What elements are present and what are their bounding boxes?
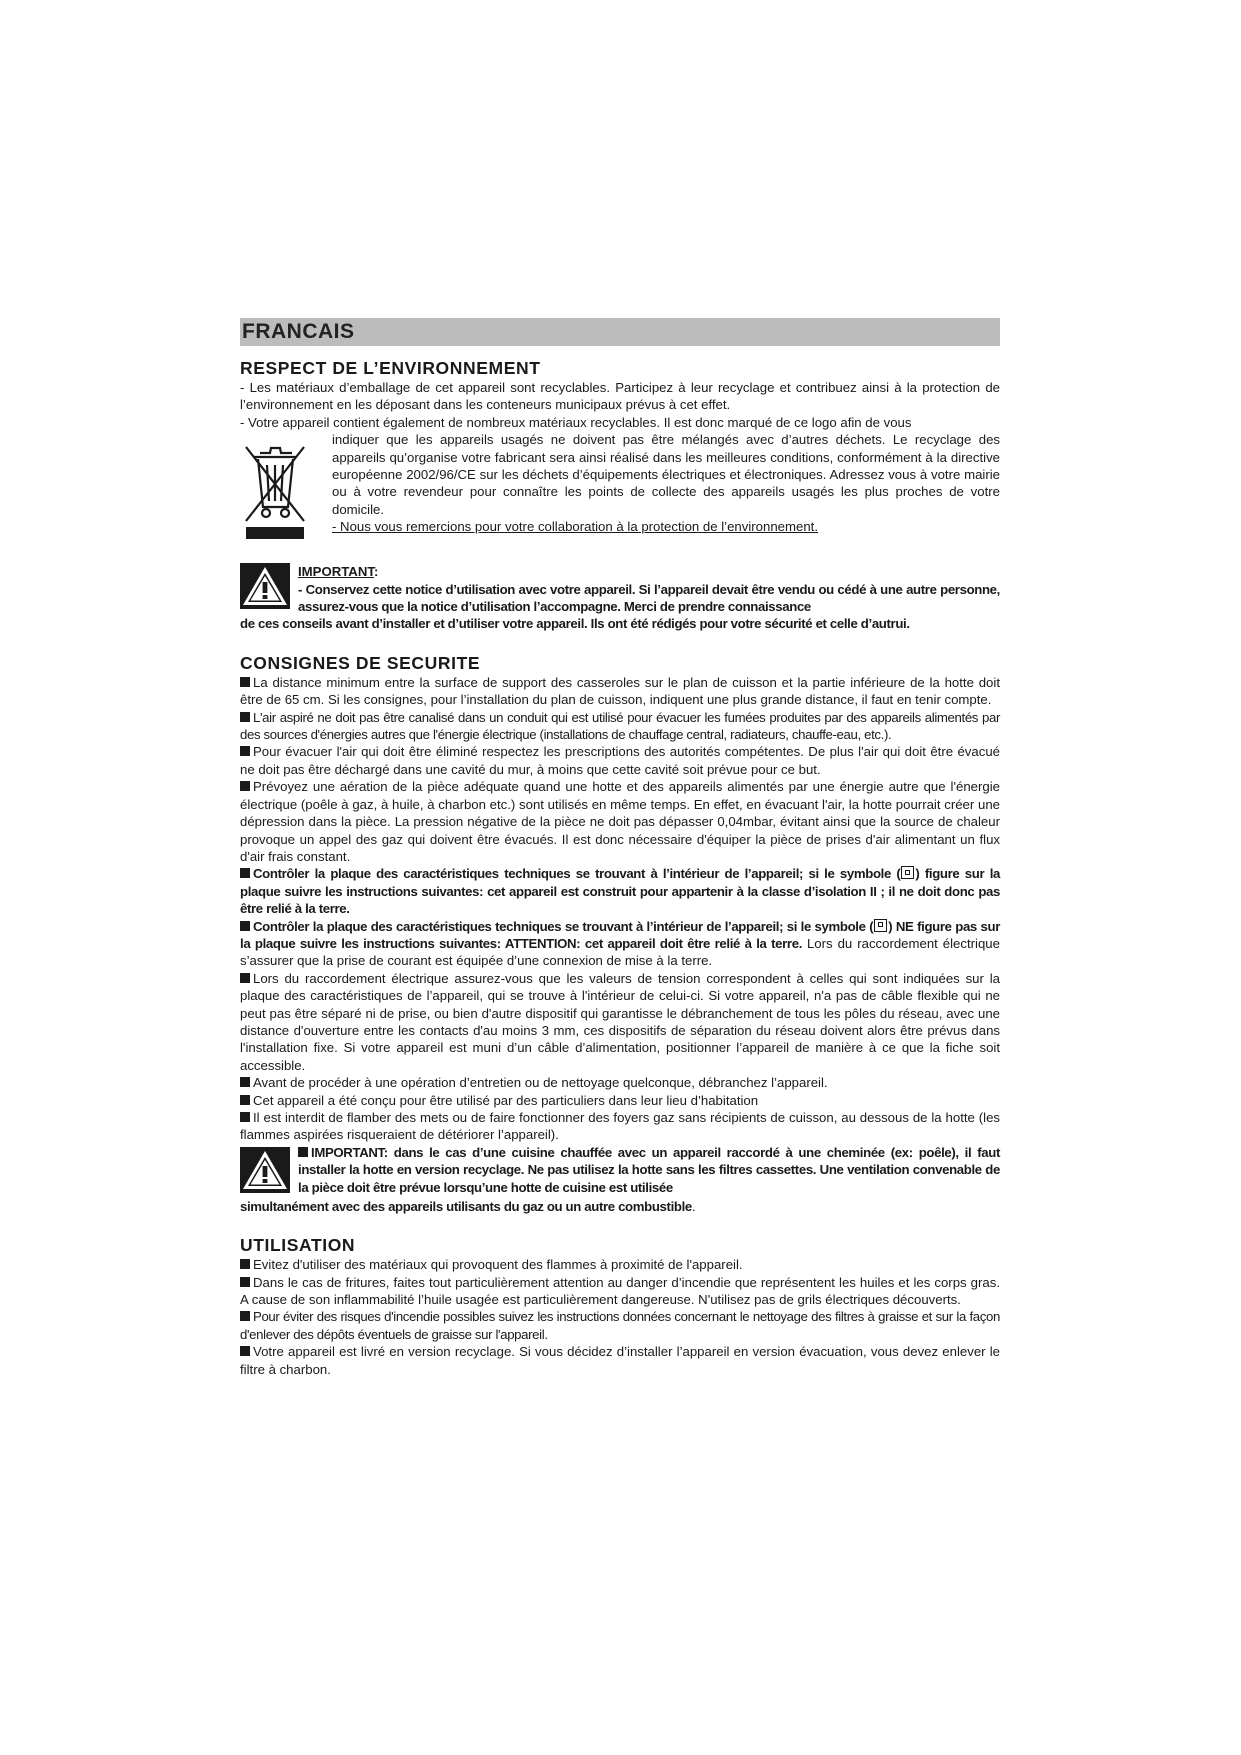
environment-title: RESPECT DE L’ENVIRONNEMENT bbox=[240, 358, 541, 378]
usage-item-1: Evitez d'utiliser des matériaux qui provoquent des flammes à proximité de l'appareil. bbox=[240, 1256, 1000, 1273]
env-paragraph-2-body: indiquer que les appareils usagés ne doivent pas être mélangés avec d’autres déchets. Le recyclage des appareils qu’organise votre fabricant sera ainsi réalisé dans les meilleures conditions, conformément à la directive européenne 2002/96/CE sur les déchets d’équipements électriques et électroniques. Adressez vous à votre mairie ou à votre revendeur pour connaître les points de collecte des appareils usagés les plus proches de votre domicile. bbox=[332, 432, 1000, 517]
bullet-square-icon bbox=[240, 921, 250, 931]
class-ii-symbol-icon bbox=[901, 866, 914, 879]
bullet-square-icon bbox=[240, 1277, 250, 1287]
bullet-square-icon bbox=[298, 1147, 308, 1157]
bullet-square-icon bbox=[240, 781, 250, 791]
important-text-a: - Conservez cette notice d’utilisation avec votre appareil. Si l’appareil devait être vendu ou cédé à une autre personne, assurez-vous que la notice d’utilisation l’accompagne. Merci de prendre connaissance bbox=[298, 581, 1000, 615]
safety-title: CONSIGNES DE SECURITE bbox=[240, 652, 481, 673]
manual-page bbox=[240, 318, 1000, 1378]
usage-item-2: Dans le cas de fritures, faites tout particulièrement attention au danger d’incendie que représentent les huiles et les corps gras. A cause de son inflammabilité l’huile usagée est particulièrement dangereuse. N'utilisez pas de grils électriques découverts. bbox=[240, 1274, 1000, 1308]
safety-item-8: Avant de procéder à une opération d’entretien ou de nettoyage quelconque, débranchez l’appareil. bbox=[240, 1074, 1000, 1091]
warning-triangle-icon bbox=[240, 1144, 290, 1198]
important2-text-a: IMPORTANT: dans le cas d’une cuisine chauffée avec un appareil raccordé à une cheminée (ex: poêle), il faut installer la hotte en version recyclage. Ne pas utilisez la hotte sans les filtres cassettes. Une ventilation convenable de la pièce doit être prévue lorsqu’une hotte de cuisine est utilisée bbox=[298, 1144, 1000, 1195]
safety-item-2: L'air aspiré ne doit pas être canalisé dans un conduit qui est utilisé pour évacuer les fumées produites par des appareils alimentés par des sources d'énergies autres que l'énergie électrique (installations de chauffage central, radiateurs, chauffe-eau, etc.). bbox=[240, 709, 1000, 743]
bullet-square-icon bbox=[240, 1311, 250, 1321]
language-header: FRANCAIS bbox=[240, 318, 1000, 346]
bullet-square-icon bbox=[240, 973, 250, 983]
bullet-square-icon bbox=[240, 868, 250, 878]
class-ii-symbol-icon bbox=[874, 919, 887, 932]
env-logo-block bbox=[240, 431, 1000, 546]
important-block-2: IMPORTANT: dans le cas d’une cuisine chauffée avec un appareil raccordé à une cheminée (ex: poêle), il faut installer la hotte en version recyclage. Ne pas utilisez la hotte sans les filtres cassettes. Une ventilation convenable de la pièce doit être prévue lorsqu’une hotte de cuisine est utilisée simultanément avec des appareils utilisants du gaz ou un autre combustible. bbox=[240, 1144, 1000, 1214]
usage-item-4: Votre appareil est livré en version recyclage. Si vous décidez d’installer l’appareil en version évacuation, vous devez enlever le filtre à charbon. bbox=[240, 1344, 1000, 1377]
env-thanks: - Nous vous remercions pour votre collaboration à la protection de l’environnement. bbox=[332, 519, 818, 535]
important2-text-b: simultanément avec des appareils utilisants du gaz ou un autre combustible bbox=[240, 1198, 692, 1214]
safety-item-5: Contrôler la plaque des caractéristiques techniques se trouvant à l’intérieur de l’appareil; si le symbole ( ) figure sur la plaque suivre les instructions suivantes: cet appareil est construit pour appartenir à la classe d’isolation II ; il ne doit donc pas être relié à la terre. bbox=[240, 866, 1000, 917]
env-paragraph-2-intro: - Votre appareil contient également de nombreux matériaux recyclables. Il est donc marqué de ce logo afin de vous bbox=[240, 414, 912, 430]
bullet-square-icon bbox=[240, 746, 250, 756]
safety-item-9: Cet appareil a été conçu pour être utilisé par des particuliers dans leur lieu d’habitation bbox=[240, 1092, 1000, 1109]
warning-triangle-icon bbox=[240, 563, 290, 614]
bullet-square-icon bbox=[240, 1077, 250, 1087]
weee-bin-icon bbox=[240, 431, 332, 546]
bullet-square-icon bbox=[240, 1112, 250, 1122]
safety-item-1: La distance minimum entre la surface de support des casseroles sur le plan de cuisson et la partie inférieure de la hotte doit être de 65 cm. Si les consignes, pour l’installation du plan de cuisson, indiquent une plus grande distance, il faut en tenir compte. bbox=[240, 674, 1000, 708]
safety-item-10: Il est interdit de flamber des mets ou de faire fonctionner des foyers gaz sans récipients de cuisson, au dessous de la hotte (les flammes aspirées risqueraient de détériorer l’appareil). bbox=[240, 1110, 1000, 1143]
bullet-square-icon bbox=[240, 1095, 250, 1105]
important-label: IMPORTANT bbox=[298, 564, 374, 580]
safety-item-6: Contrôler la plaque des caractéristiques techniques se trouvant à l’intérieur de l’appareil; si le symbole ( ) NE figure pas sur la plaque suivre les instructions suivantes: ATTENTION: cet appareil doit être relié à la terre. Lors du raccordement électrique s’assurer que la prise de courant est équipée d’une connexion de mise à la terre. bbox=[240, 918, 1000, 969]
bullet-square-icon bbox=[240, 1259, 250, 1269]
bullet-square-icon bbox=[240, 677, 250, 687]
bullet-square-icon bbox=[240, 1346, 250, 1356]
bullet-square-icon bbox=[240, 712, 250, 722]
safety-item-3: Pour évacuer l'air qui doit être éliminé respectez les prescriptions des autorités compétentes. De plus l'air qui doit être évacué ne doit pas être déchargé dans une cavité du mur, à moins que cette cavité soit prévue pour ce but. bbox=[240, 744, 1000, 777]
safety-item-4: Prévoyez une aération de la pièce adéquate quand une hotte et des appareils alimentés par une énergie autre que l'énergie électrique (poêle à gaz, à huile, à charbon etc.) sont utilisés en même temps. En effet, en évacuant l'air, la hotte pourrait créer une dépression dans la pièce. La pression négative de la pièce ne doit pas dépasser 0,04mbar, évitant ainsi que la source de chaleur provoque un appel des gaz qui doivent être évacués. Il est donc nécessaire d'équiper la pièce de prises d'air alimentant un flux d'air frais constant. bbox=[240, 779, 1000, 864]
important-colon: : bbox=[373, 564, 379, 580]
safety-item-7: Lors du raccordement électrique assurez-vous que les valeurs de tension correspondent à celles qui sont indiquées sur la plaque des caractéristiques de l’appareil, qui se trouve à l'intérieur de celui-ci. Si votre appareil, n'a pas de câble flexible qui ne peut pas être séparé ni de prise, ou bien d'autre dispositif qui garantisse le débranchement de tous les pôles du réseau, avec une distance d'ouverture entre les contacts d'au moins 3 mm, ces dispositifs de séparation du réseau doivent alors être prévus dans l'installation fixe. Si votre appareil est muni d’un câble d’alimentation, positionner l’appareil de manière à ce que la fiche soit accessible. bbox=[240, 970, 1000, 1073]
usage-item-3: Pour éviter des risques d'incendie possibles suivez les instructions données concernant le nettoyage des filtres à graisse et sur la façon d'enlever des dépôts éventuels de graisse sur l'appareil. bbox=[240, 1309, 1000, 1342]
important-block-1 bbox=[240, 563, 1000, 633]
important-text-b: de ces conseils avant d’installer et d’utiliser votre appareil. Ils ont été rédigés pour votre sécurité et celle d’autrui. bbox=[240, 616, 910, 632]
env-paragraph-1: - Les matériaux d’emballage de cet appareil sont recyclables. Participez à leur recyclage et contribuez ainsi à la protection de l’environnement en les déposant dans les conteneurs municipaux prévus à cet effet. bbox=[240, 380, 1000, 413]
usage-title: UTILISATION bbox=[240, 1235, 356, 1256]
